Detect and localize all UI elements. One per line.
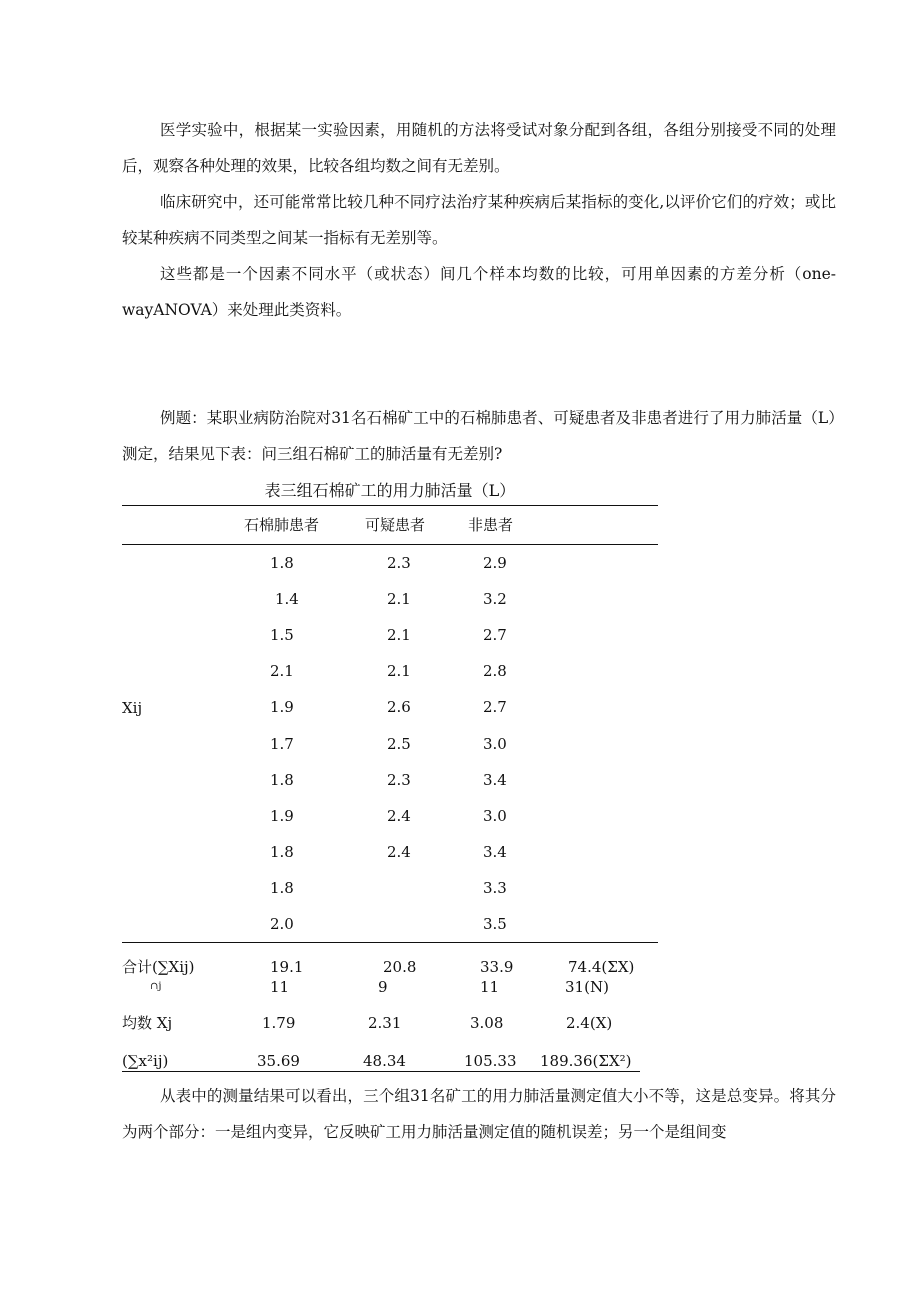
- table-cell: 1.9: [270, 698, 294, 716]
- header-asbestosis: 石棉肺患者: [244, 516, 320, 534]
- count-col2: 9: [378, 978, 388, 996]
- paragraph-anova: 这些都是一个因素不同水平（或状态）间几个样本均数的比较，可用单因素的方差分析（one-wayANOVA）来处理此类资料。: [122, 265, 836, 319]
- paragraph-example: 例题：某职业病防治院对31名石棉矿工中的石棉肺患者、可疑患者及非患者进行了用力肺活量（L）测定，结果见下表：问三组石棉矿工的肺活量有无差别?: [122, 409, 836, 463]
- table-cell: 1.8: [270, 554, 294, 572]
- count-total: 31(N): [565, 978, 609, 996]
- mean-col1: 1.79: [262, 1014, 296, 1032]
- table-cell: 2.1: [387, 626, 411, 644]
- count-col3: 11: [480, 978, 500, 996]
- table-cell: 1.8: [270, 771, 294, 789]
- sum-total: 74.4(ΣX): [568, 958, 635, 976]
- table-cell: 2.1: [387, 590, 411, 608]
- sum-sub-label: ∩j: [150, 981, 162, 992]
- mean-col3: 3.08: [470, 1014, 504, 1032]
- sq-total: 189.36(ΣX²): [540, 1052, 632, 1070]
- table-cell: 2.4: [387, 807, 411, 825]
- table-cell: 3.0: [483, 807, 507, 825]
- table-cell: 2.9: [483, 554, 507, 572]
- table-caption: 表三组石棉矿工的用力肺活量（L）: [264, 481, 516, 500]
- table-cell: 1.4: [275, 590, 299, 608]
- table-top-rule: [122, 505, 658, 506]
- paragraph-intro: 医学实验中，根据某一实验因素，用随机的方法将受试对象分配到各组，各组分别接受不同的处理后，观察各种处理的效果，比较各组均数之间有无差别。: [122, 121, 836, 175]
- table-cell: 2.7: [483, 626, 507, 644]
- table-cell: 2.8: [483, 662, 507, 680]
- table-cell: 1.9: [270, 807, 294, 825]
- table-cell: 3.4: [483, 843, 507, 861]
- sum-label: 合计(∑Xij): [122, 958, 195, 976]
- table-cell: 2.3: [387, 771, 411, 789]
- paragraph-clinical: 临床研究中，还可能常常比较几种不同疗法治疗某种疾病后某指标的变化,以评价它们的疗效；或比较某种疾病不同类型之间某一指标有无差别等。: [122, 193, 836, 247]
- table-cell: 3.0: [483, 735, 507, 753]
- table-cell: 2.7: [483, 698, 507, 716]
- table-cell: 2.6: [387, 698, 411, 716]
- table-cell: 3.4: [483, 771, 507, 789]
- sum-col1: 19.1: [270, 958, 304, 976]
- table-cell: 1.5: [270, 626, 294, 644]
- sq-col2: 48.34: [363, 1052, 406, 1070]
- table-cell: 2.3: [387, 554, 411, 572]
- mean-col2: 2.31: [368, 1014, 402, 1032]
- table-cell: 2.0: [270, 915, 294, 933]
- header-non-patient: 非患者: [468, 516, 514, 534]
- header-suspected: 可疑患者: [365, 516, 426, 534]
- header-rule: [122, 544, 658, 545]
- paragraph-analysis: 从表中的测量结果可以看出，三个组31名矿工的用力肺活量测定值大小不等，这是总变异。将其分为两个部分：一是组内变异，它反映矿工用力肺活量测定值的随机误差；另一个是组间变: [122, 1087, 836, 1141]
- table-cell: 2.5: [387, 735, 411, 753]
- mean-label: 均数 Xj: [122, 1014, 173, 1032]
- sum-col3: 33.9: [480, 958, 514, 976]
- sq-col1: 35.69: [257, 1052, 300, 1070]
- table-cell: 3.3: [483, 879, 507, 897]
- body-rule: [122, 942, 658, 943]
- sum-col2: 20.8: [383, 958, 417, 976]
- table-cell: 3.5: [483, 915, 507, 933]
- sq-col3: 105.33: [464, 1052, 517, 1070]
- table-cell: 2.1: [387, 662, 411, 680]
- table-cell: 2.1: [270, 662, 294, 680]
- table-cell: 2.4: [387, 843, 411, 861]
- table-cell: 3.2: [483, 590, 507, 608]
- table-cell: 1.8: [270, 879, 294, 897]
- table-bottom-rule: [122, 1071, 640, 1072]
- count-col1: 11: [270, 978, 290, 996]
- table-cell: 1.7: [270, 735, 294, 753]
- table-cell: 1.8: [270, 843, 294, 861]
- row-label-xij: Xij: [122, 699, 143, 717]
- mean-total: 2.4(X): [566, 1014, 613, 1032]
- sq-label: (∑x²ij): [122, 1052, 169, 1070]
